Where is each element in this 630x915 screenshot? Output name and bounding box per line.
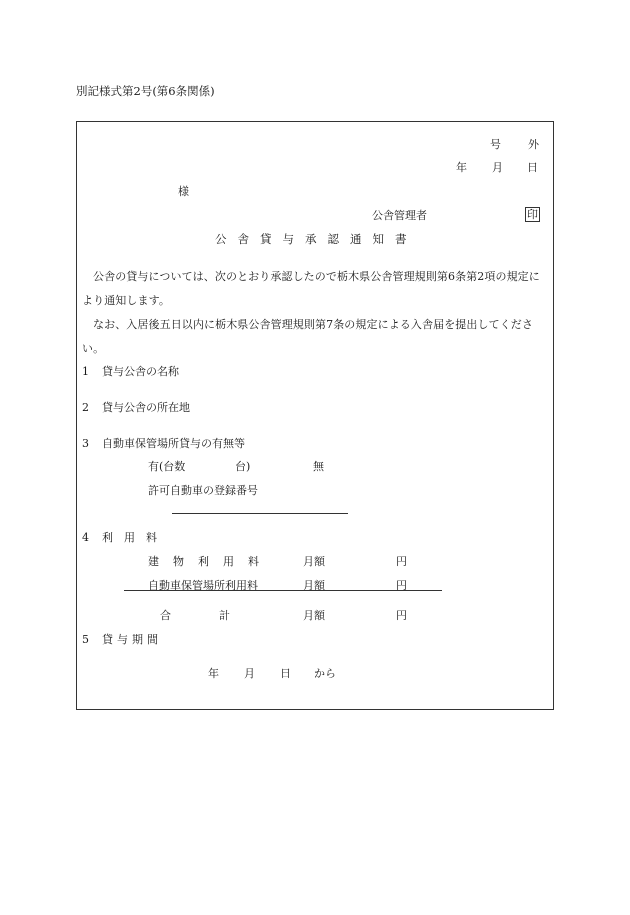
number-gai: 外 (528, 138, 539, 151)
seal-mark: 印 (527, 208, 538, 221)
body-paragraph-1: 公舎の貸与については、次のとおり承認したので栃木県公舎管理規則第6条第2項の規定により通知します。 (82, 270, 540, 307)
issuer-title: 公舎管理者 (372, 209, 427, 222)
item3-units-label: 台) (235, 460, 251, 473)
date-month: 月 (492, 161, 503, 174)
item5-number: 5 (82, 633, 89, 646)
building-fee-monthly: 月額 (303, 555, 325, 568)
item1-number: 1 (82, 365, 89, 378)
date-day: 日 (527, 161, 538, 174)
item4-label: 利用料 (102, 531, 168, 544)
total-monthly: 月額 (303, 609, 325, 622)
item3-number: 3 (82, 437, 89, 450)
body-paragraph-2: なお、入居後五日以内に栃木県公舎管理規則第7条の規定による入舎届を提出してください。 (82, 318, 533, 355)
date-year: 年 (456, 161, 467, 174)
total-label: 合計 (160, 609, 278, 622)
period-year: 年 (208, 667, 219, 680)
number-go: 号 (490, 138, 501, 151)
parking-fee-monthly: 月額 (303, 579, 325, 592)
building-fee-label: 建物利用料 (148, 555, 273, 568)
period-from: から (314, 667, 336, 680)
building-fee-yen: 円 (396, 555, 407, 568)
item4-number: 4 (82, 531, 89, 544)
document-title: 公舎貸与承認通知書 (215, 232, 418, 246)
total-yen: 円 (396, 609, 407, 622)
item3-registration-label: 許可自動車の登録番号 (148, 484, 258, 497)
item2-label: 貸与公舎の所在地 (102, 401, 190, 414)
item3-label: 自動車保管場所貸与の有無等 (102, 437, 245, 450)
item2-number: 2 (82, 401, 89, 414)
item3-yes-label: 有(台数 (148, 460, 186, 473)
item1-label: 貸与公舎の名称 (102, 365, 179, 378)
addressee-suffix: 様 (178, 185, 189, 198)
form-label: 別記様式第2号(第6条関係) (76, 84, 215, 98)
parking-fee-label: 自動車保管場所利用料 (148, 579, 258, 592)
registration-number-line (172, 513, 348, 514)
period-day: 日 (280, 667, 291, 680)
item3-no-label: 無 (313, 460, 324, 473)
parking-fee-yen: 円 (396, 579, 407, 592)
item5-label: 貸与期間 (102, 633, 162, 646)
fee-subtotal-line (124, 590, 442, 591)
period-month: 月 (244, 667, 255, 680)
